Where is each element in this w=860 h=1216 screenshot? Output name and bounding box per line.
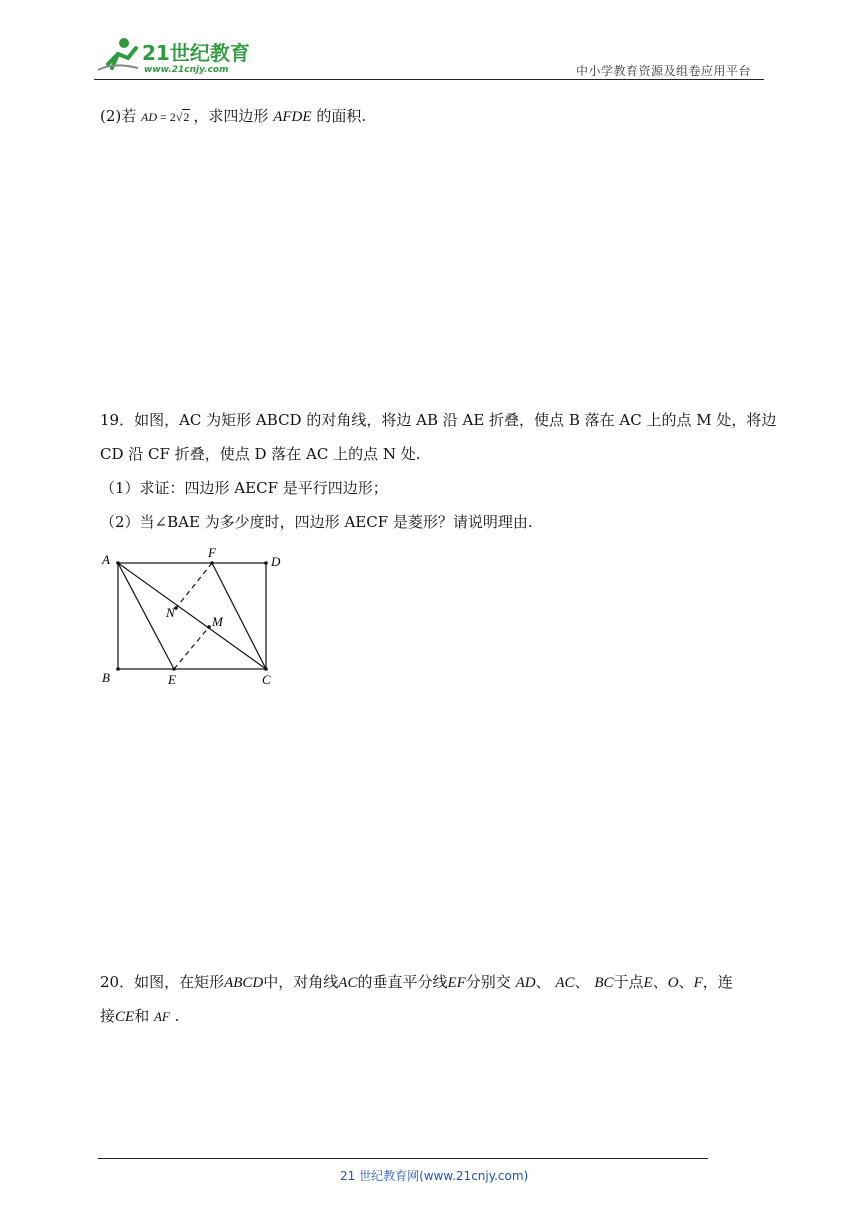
- q19-part1: （1）求证：四边形 AECF 是平行四边形；: [100, 479, 388, 497]
- label-d: D: [271, 554, 281, 569]
- label-e: E: [168, 672, 176, 687]
- footer-source: 21 世纪教育网(www.21cnjy.com): [340, 1169, 529, 1183]
- q18-part2-end: 的面积.: [316, 107, 367, 125]
- label-n: N: [166, 605, 175, 620]
- q19-part2: （2）当∠BAE 为多少度时，四边形 AECF 是菱形？请说明理由.: [100, 513, 533, 531]
- label-b: B: [102, 670, 110, 685]
- label-m: M: [212, 614, 223, 629]
- segment-em: [174, 627, 209, 669]
- logo-runner-icon: [94, 34, 264, 76]
- q19-stem-line1: 19．如图，AC 为矩形 ABCD 的对角线，将边 AB 沿 AE 折叠，使点 B 落在 AC 上的点 M 处，将边: [100, 411, 777, 429]
- header-divider: [94, 79, 764, 80]
- label-a: A: [102, 552, 110, 567]
- footer-divider: [98, 1158, 708, 1159]
- label-f: F: [208, 545, 216, 560]
- q18-part2-prefix: (2)若: [100, 107, 137, 125]
- q19-figure: [98, 544, 288, 690]
- label-c: C: [262, 672, 271, 687]
- svg-text:www.21cnjy.com: www.21cnjy.com: [144, 65, 229, 75]
- q19-stem-line2: CD 沿 CF 折叠，使点 D 落在 AC 上的点 N 处.: [100, 445, 421, 463]
- q18-math-expression: AD = 2√2: [141, 110, 190, 124]
- svg-text:21世纪教育: 21世纪教育: [142, 41, 250, 65]
- diagonal-ac: [118, 563, 266, 669]
- platform-name: 中小学教育资源及组卷应用平台: [576, 64, 752, 78]
- segment-fn: [176, 563, 212, 608]
- q18-part2-suffix: ，求四边形: [193, 107, 269, 125]
- q18-shape-name: AFDE: [273, 109, 312, 125]
- q18-part2: [100, 106, 366, 127]
- q20-stem-line2: 接CE和 AF .: [100, 1007, 180, 1025]
- q20-stem-line1: 20．如图，在矩形ABCD中，对角线AC的垂直平分线EF分别交 AD、 AC、 BC于点E、O、F，连: [100, 973, 733, 991]
- site-logo: [94, 34, 264, 76]
